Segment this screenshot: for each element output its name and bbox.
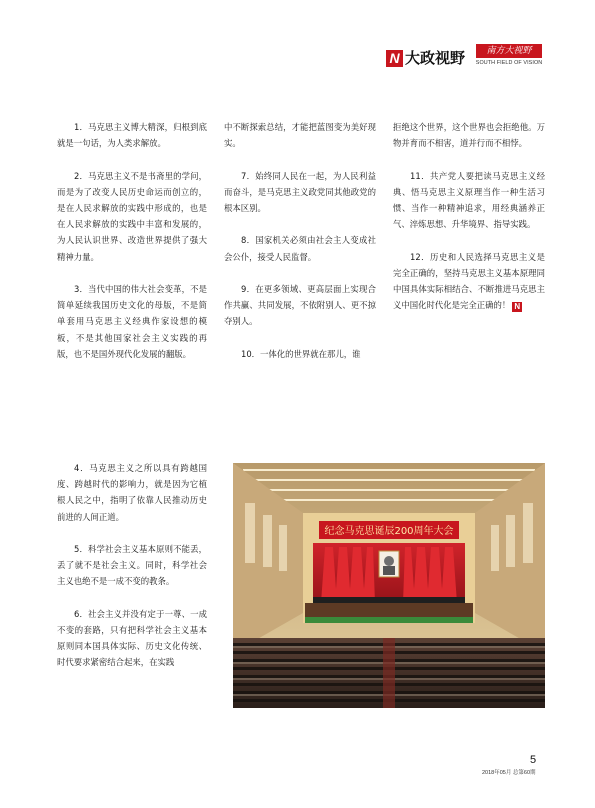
assembly-hall-illustration (233, 463, 545, 708)
text-column-3 (393, 119, 545, 330)
magazine-brand: 南方大视野 (476, 44, 542, 58)
end-mark-icon: N (512, 302, 522, 312)
paragraph-3: 3．当代中国的伟大社会变革，不是简单延续我国历史文化的母版，不是简单套用马克思主义经典作家设想的模板，不是其他国家社会主义实践的再版，也不是国外现代化发展的翻版。 (57, 284, 207, 359)
paragraph-11: 11．共产党人要把读马克思主义经典、悟马克思主义原理当作一种生活习惯、当作一种精神追求，用经典涵养正气、淬炼思想、升华境界、指导实践。 (393, 170, 545, 230)
masthead (386, 44, 544, 78)
issue-info: 2018年05月 总第60期 (482, 770, 536, 776)
paragraph-7: 7．始终同人民在一起，为人民利益而奋斗，是马克思主义政党同其他政党的根本区别。 (224, 170, 376, 213)
text-column-2 (224, 119, 376, 378)
paragraph-8: 8．国家机关必须由社会主人变成社会公仆，接受人民监督。 (224, 235, 376, 262)
page-number: 5 (530, 754, 537, 766)
magazine-brand-english: SOUTH FIELD OF VISION (475, 60, 543, 66)
paragraph-12 (393, 249, 545, 314)
text-column-1-lower (57, 460, 207, 687)
paragraph-10: 10．一体化的世界就在那儿，谁 (241, 348, 361, 359)
paragraph-9: 9．在更多领域、更高层面上实现合作共赢、共同发展，不依附别人、更不掠夺别人。 (224, 283, 376, 327)
paragraph-10-continued: 拒绝这个世界，这个世界也会拒绝他。万物并育而不相害，道并行而不相悖。 (393, 122, 545, 149)
paragraph-12-text: 12．历史和人民选择马克思主义是完全正确的，坚持马克思主义基本原理同中国具体实际相结合、不断推进马克思主义中国化时代化是完全正确的！ (393, 251, 545, 311)
text-column-1 (57, 119, 207, 378)
paragraph-6: 6．社会主义并没有定于一尊、一成不变的套路，只有把科学社会主义基本原则同本国具体实际、历史文化传统、时代要求紧密结合起来，在实践 (57, 608, 207, 668)
paragraph-5: 5．科学社会主义基本原则不能丢，丢了就不是社会主义。同时，科学社会主义也绝不是一成不变的教条。 (57, 544, 207, 587)
assembly-hall-photo (233, 463, 545, 708)
paragraph-6-continued: 中不断探索总结，才能把蓝图变为美好现实。 (224, 122, 376, 149)
paragraph-2: 2．马克思主义不是书斋里的学问，而是为了改变人民历史命运而创立的，是在人民求解放的实践中形成的，也是在人民求解放的实践中丰富和发展的，为人民认识世界、改造世界提供了强大精神力量。 (57, 170, 207, 262)
banner-text: 纪念马克思诞辰200周年大会 (324, 526, 454, 537)
magazine-logo-icon: N (386, 50, 403, 67)
section-title: 大政视野 (405, 49, 466, 67)
paragraph-1: 1．马克思主义博大精深，归根到底就是一句话，为人类求解放。 (57, 122, 207, 149)
paragraph-4: 4．马克思主义之所以具有跨越国度、跨越时代的影响力，就是因为它植根人民之中，指明了依靠人民推动历史前进的人间正道。 (57, 463, 207, 522)
